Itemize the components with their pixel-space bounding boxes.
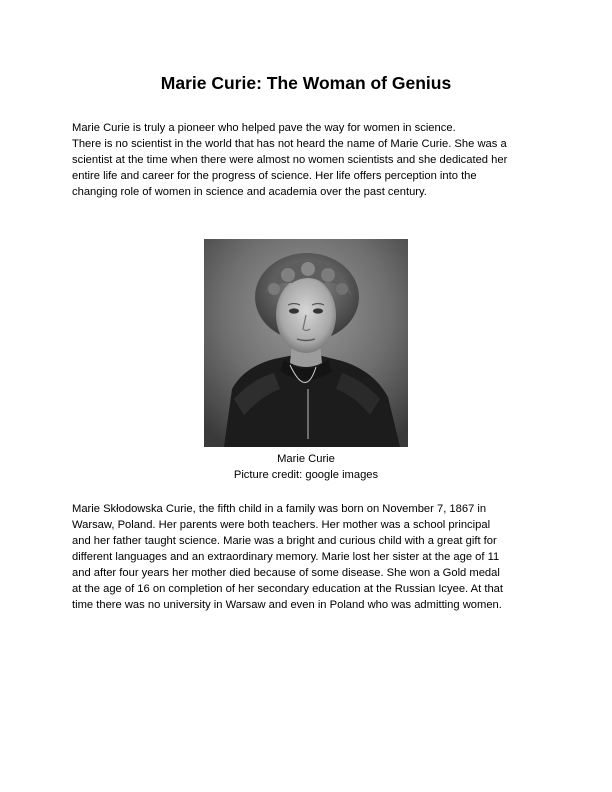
intro-line: There is no scientist in the world that has not heard the name of Marie Curie. She was a: [72, 138, 507, 150]
intro-line: Marie Curie is truly a pioneer who helped pave the way for women in science.: [72, 122, 456, 134]
intro-line: scientist at the time when there were almost no women scientists and she dedicated her: [72, 154, 508, 166]
bio-line: at the age of 16 on completion of her secondary education at the Russian Icyee. At that: [72, 583, 503, 595]
photo-caption: Marie Curie: [277, 453, 335, 465]
portrait-photo: [204, 239, 408, 447]
portrait-image: [204, 239, 408, 447]
bio-line: Warsaw, Poland. Her parents were both teachers. Her mother was a school principal: [72, 519, 491, 531]
bio-line: and her father taught science. Marie was a bright and curious child with a great gift for: [72, 535, 497, 547]
document-title: Marie Curie: The Woman of Genius: [160, 73, 452, 93]
biography-paragraph: [72, 501, 542, 613]
bio-line: different languages and an extraordinary memory. Marie lost her sister at the age of 11: [72, 551, 500, 563]
intro-paragraph: [72, 120, 542, 200]
bio-line: Marie Skłodowska Curie, the fifth child in a family was born on November 7, 1867 in: [72, 503, 487, 515]
intro-line: entire life and career for the progress of science. Her life offers perception into the: [72, 170, 477, 182]
photo-credit: Picture credit: google images: [233, 469, 379, 481]
intro-line: changing role of women in science and academia over the past century.: [72, 186, 427, 198]
bio-line: time there was no university in Warsaw and even in Poland who was admitting women.: [72, 599, 502, 611]
bio-line: and after four years her mother died because of some disease. She won a Gold medal: [72, 567, 500, 579]
